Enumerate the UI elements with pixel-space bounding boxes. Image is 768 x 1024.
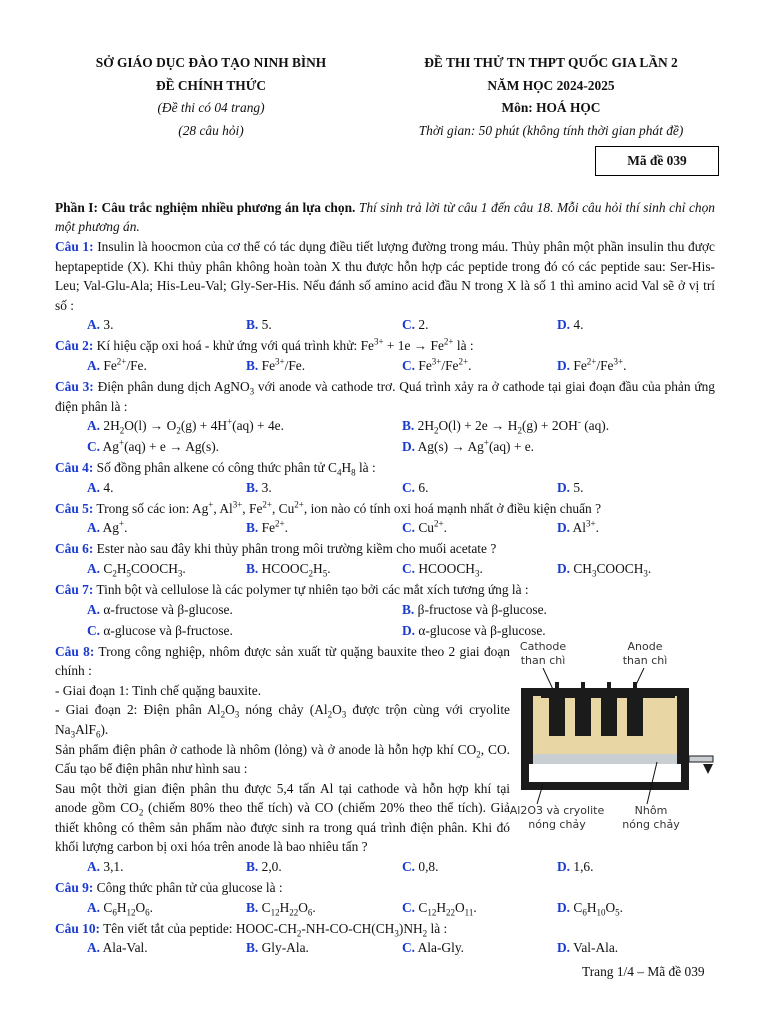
- molten-aluminium: [529, 754, 681, 764]
- electrolysis-cell-figure: [507, 636, 719, 834]
- option-a[interactable]: A. 4.: [87, 479, 114, 495]
- option-d[interactable]: D. $C_6H_{10}O_5$.: [557, 899, 624, 918]
- option-c[interactable]: C. $Cu^{2+}$.: [402, 518, 447, 536]
- question-5: Câu 5: Trong số các ion: Ag+, $Al^{3+}$, $Fe^{2+}$, $Cu^{2+}$, ion nào có tính oxi hoá mạnh nhất ở điều kiện chuẩn ?: [55, 499, 602, 516]
- products-note: Sản phẩm điện phân ở cathode là nhôm (lỏng) và ở anode là hỗn hợp khí $CO_2$, CO. Cấu tạo bể điện phân như hình sau :: [55, 741, 510, 777]
- question-8: [55, 642, 510, 681]
- question-label: Câu 7:: [55, 581, 94, 597]
- cathode-label: Cathode than chì: [519, 640, 567, 667]
- question-label: Câu 10:: [55, 920, 101, 936]
- question-label: Câu 2:: [55, 338, 94, 354]
- anode-block-1: [549, 698, 565, 736]
- anode-block-4: [627, 698, 643, 736]
- question-3: Câu 3: Điện phân dung dịch AgNO$_3$ với anode và cathode trơ. Quá trình xảy ra ở cathode tại giai đoạn đầu của phản ứng điện phân là :: [55, 378, 715, 414]
- option-c[interactable]: C. $Fe^{3+}/Fe^{2+}$.: [402, 356, 472, 373]
- question-10: Câu 10: Tên viết tắt của peptide: HOOC-$CH_2-NH-CO-CH(CH_3)NH_2$ là :: [55, 920, 448, 939]
- outlet-arrow: [703, 764, 713, 774]
- option-b[interactable]: B. 3.: [246, 479, 272, 495]
- option-a[interactable]: A. $2H_2O(l) \to O_2(g) + 4H^+(aq) + 4e$.: [87, 416, 284, 436]
- anode-block-3: [601, 698, 617, 736]
- option-d[interactable]: D. Val-Ala.: [557, 940, 619, 956]
- anode-connector-1: [555, 682, 559, 694]
- subject: Môn: HOÁ HỌC: [501, 100, 601, 115]
- header-left: [52, 52, 370, 142]
- question-text: Tinh bột và cellulose là các polymer tự nhiên tạo bởi các mắt xích tương ứng là :: [93, 581, 529, 597]
- option-b[interactable]: B. $C_{12}H_{22}O_6$.: [246, 899, 316, 918]
- option-b[interactable]: B. Gly-Ala.: [246, 940, 309, 956]
- option-c[interactable]: C. $C_{12}H_{22}O_{11}$.: [402, 899, 477, 918]
- option-d[interactable]: D. $Fe^{2+}/Fe^{3+}$.: [557, 356, 627, 373]
- option-a[interactable]: A. 3.: [87, 317, 114, 333]
- options-8: [55, 857, 715, 878]
- option-a[interactable]: A. Ag+.: [87, 518, 128, 536]
- section-instruction: Thí sinh trả lời từ câu 1 đến câu 18. Mỗi câu hỏi thí sinh chỉ chọn một phương án.: [55, 200, 715, 234]
- page-footer: Trang 1/4 – Mã đề 039: [582, 964, 705, 979]
- options-10: [55, 938, 715, 959]
- option-b[interactable]: B. $HCOOC_2H_5$.: [246, 560, 331, 579]
- vessel-bottom: [521, 782, 689, 790]
- option-c[interactable]: C. 6.: [402, 479, 429, 495]
- option-b[interactable]: B. $Fe^{2+}$.: [246, 518, 288, 536]
- aluminium-label: Nhôm nóng chảy: [622, 804, 680, 831]
- page-count-note: (Đề thi có 04 trang): [157, 100, 265, 115]
- anode-label: Anode than chì: [622, 640, 668, 667]
- option-b[interactable]: B. 2,0.: [246, 859, 282, 875]
- question-8-body: [55, 642, 510, 858]
- cathode-lining-left: [529, 696, 533, 764]
- option-a[interactable]: A. Ala-Val.: [87, 940, 148, 956]
- option-b[interactable]: B. $Fe^{3+}/Fe$.: [246, 356, 306, 373]
- options-9: [55, 898, 715, 919]
- question-text: Công thức phân tử của glucose là :: [93, 880, 283, 896]
- options-3-row2: [55, 437, 715, 458]
- official-label: ĐỀ CHÍNH THỨC: [155, 77, 267, 93]
- vessel-base: [529, 764, 681, 782]
- questions-content: [55, 198, 715, 959]
- electrolyte-label: Al2O3 và cryolite nóng chảy: [509, 804, 605, 831]
- question-label: Câu 3:: [55, 378, 94, 394]
- anode-connector-3: [607, 682, 611, 694]
- anode-connector-4: [633, 682, 637, 694]
- question-text: Ester nào sau đây khi thủy phân trong môi trường kiềm cho muối acetate ?: [93, 541, 497, 557]
- options-4: [55, 478, 715, 499]
- option-a[interactable]: A. $C_2H_5COOCH_3$.: [87, 560, 186, 579]
- school-year: NĂM HỌC 2024-2025: [487, 77, 615, 93]
- question-7: [55, 580, 715, 600]
- option-c[interactable]: C. 0,8.: [402, 859, 439, 875]
- section-heading: [55, 198, 715, 236]
- option-d[interactable]: D. Ag(s) → Ag+(aq) + e.: [402, 437, 535, 455]
- option-a[interactable]: A. $C_6H_{12}O_6$.: [87, 899, 154, 918]
- option-b[interactable]: B. β-fructose và β-glucose.: [402, 601, 547, 617]
- question-label: Câu 1:: [55, 239, 94, 254]
- question-4: Câu 4: Số đồng phân alkene có công thức phân tử $C_4H_8$ là :: [55, 460, 376, 478]
- option-c[interactable]: C. α-glucose và β-fructose.: [87, 622, 233, 638]
- option-c[interactable]: C. Ala-Gly.: [402, 940, 464, 956]
- option-a[interactable]: A. α-fructose và β-glucose.: [87, 601, 233, 617]
- question-label: Câu 8:: [55, 643, 95, 659]
- anode-block-2: [575, 698, 591, 736]
- anode-connector-2: [581, 682, 585, 694]
- tap-outlet: [689, 756, 713, 762]
- option-d[interactable]: D. $CH_3COOCH_3$.: [557, 560, 652, 579]
- problem-statement: Sau một thời gian điện phân thu được 5,4 tấn Al tại cathode và hỗn hợp khí tại anode gồm $CO_2$ (chiếm 80% theo thể tích) và CO (chiếm 20% theo thể tích). Giả thiết không có thêm sản phẩm nào được sinh ra trong quá trình điện phân. Khi đó khối lượng carbon bị oxi hóa trên anode là bao nhiêu tấn ?: [55, 780, 510, 855]
- exam-title: ĐỀ THI THỬ TN THPT QUỐC GIA LẦN 2: [424, 55, 678, 70]
- header-right: [384, 52, 718, 142]
- question-label: Câu 6:: [55, 541, 94, 557]
- option-d[interactable]: D. $Al^{3+}$.: [557, 518, 599, 536]
- option-b[interactable]: B. 5.: [246, 317, 272, 333]
- cathode-lining-right: [677, 696, 681, 764]
- question-label: Câu 9:: [55, 880, 94, 896]
- question-1: [55, 237, 715, 315]
- option-a[interactable]: A. 3,1.: [87, 859, 124, 875]
- option-d[interactable]: D. 4.: [557, 317, 584, 333]
- options-7-row1: [55, 600, 715, 621]
- question-9: [55, 878, 715, 898]
- option-b[interactable]: B. $2H_2O(l) + 2e \to H_2(g) + 2OH^-$ (aq).: [402, 416, 610, 436]
- question-6: [55, 539, 715, 559]
- stage-2: - Giai đoạn 2: Điện phân $Al_2O_3$ nóng chảy ($Al_2O_3$ được trộn cùng với cryolite $Na_3AlF_6$).: [55, 702, 510, 740]
- section-title: Phần I: Câu trắc nghiệm nhiều phương án lựa chọn.: [55, 200, 356, 215]
- question-label: Câu 4:: [55, 460, 94, 476]
- stage-1: - Giai đoạn 1: Tinh chế quặng bauxite.: [55, 682, 262, 698]
- question-label: Câu 5:: [55, 500, 94, 516]
- question-2: Câu 2: Kí hiệu cặp oxi hoá - khử ứng với quá trình khử: $Fe^{3+} + 1e \to Fe^{2+}$ là :: [55, 336, 474, 354]
- option-c[interactable]: C. $HCOOCH_3$.: [402, 560, 483, 579]
- department-name: SỞ GIÁO DỤC ĐÀO TẠO NINH BÌNH: [95, 55, 327, 70]
- duration: Thời gian: 50 phút (không tính thời gian phát đề): [418, 122, 684, 138]
- options-3-row1: [55, 416, 715, 437]
- option-d[interactable]: D. 1,6.: [557, 859, 594, 875]
- option-d[interactable]: D. 5.: [557, 479, 584, 495]
- options-1: [55, 315, 715, 336]
- option-a[interactable]: A. $Fe^{2+}/Fe$.: [87, 356, 147, 373]
- options-5: [55, 518, 715, 539]
- exam-code-box: Mã đề 039: [595, 146, 719, 176]
- options-6: [55, 559, 715, 580]
- option-c[interactable]: C. 2.: [402, 317, 429, 333]
- question-text: Trong công nghiệp, nhôm được sản xuất từ quặng bauxite theo 2 giai đoạn chính :: [55, 643, 510, 679]
- options-2: [55, 356, 715, 377]
- question-text: Insulin là hoocmon của cơ thể có tác dụng điều tiết lượng đường trong máu. Thủy phân một phần insulin thu được heptapeptide (X). Khi thủy phân không hoàn toàn X thu được hỗn hợp các peptide trong đó có các peptide sau: Ser-His-Leu; Val-Glu-Ala; His-Leu-Val; Gly-Ser-His. Nếu đánh số amino acid đầu N trong X là số 1 thì amino acid Val sẽ ở vị trí số :: [55, 239, 715, 313]
- option-d[interactable]: D. α-glucose và β-glucose.: [402, 622, 546, 638]
- option-c[interactable]: C. Ag+(aq) + e → Ag(s).: [87, 437, 220, 455]
- question-count-note: (28 câu hỏi): [178, 122, 244, 138]
